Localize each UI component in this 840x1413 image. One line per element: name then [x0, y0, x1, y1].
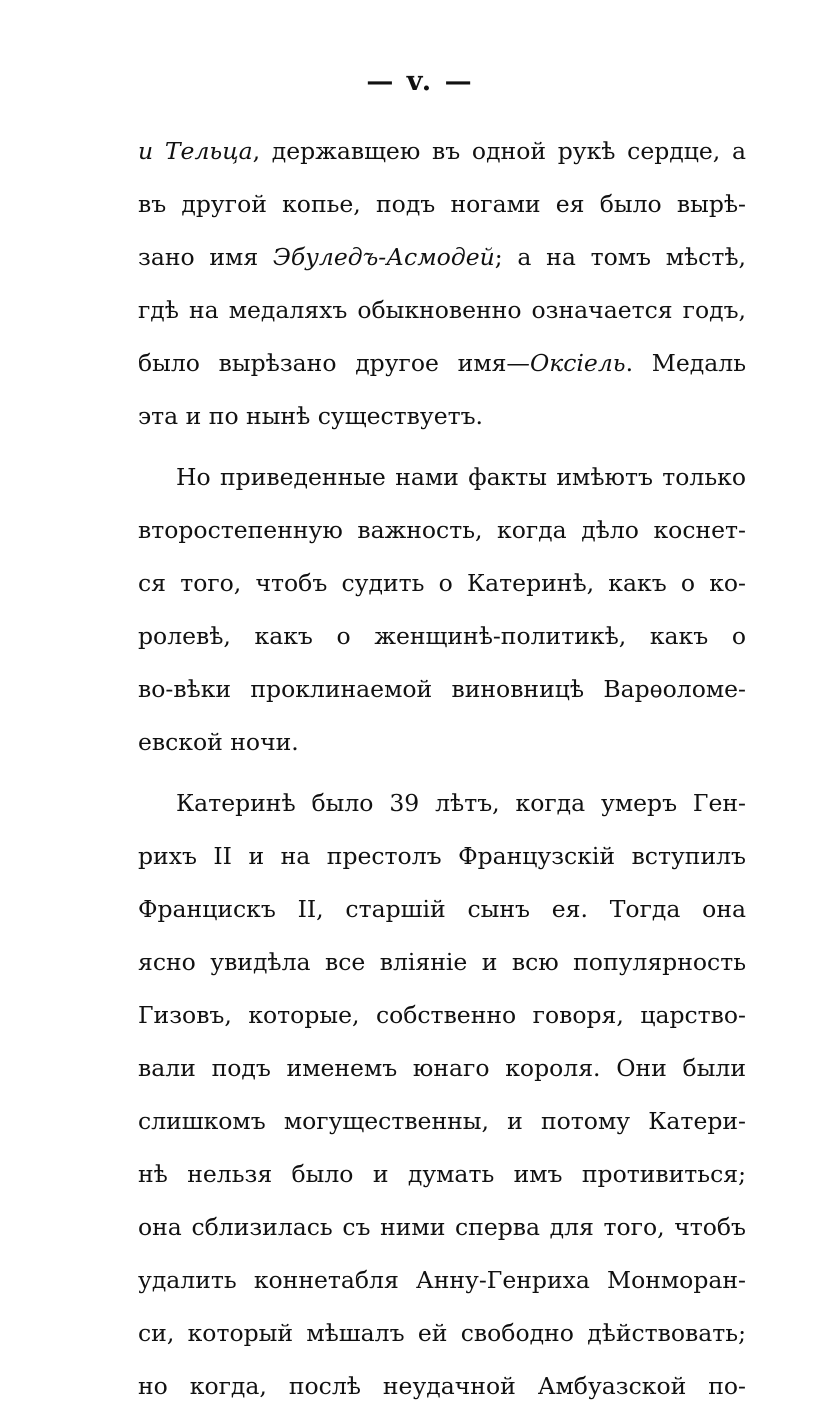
italic-name: и Тельца	[138, 137, 253, 165]
text-run: ся того, чтобъ судить о Катеринѣ, какъ о ко-	[138, 569, 746, 597]
text-run: зано имя	[138, 243, 273, 271]
text-run: во-вѣки проклинаемой виновницѣ Варѳоломе-	[138, 675, 746, 703]
text-run: Катеринѣ было 39 лѣтъ, когда умеръ Ген-	[176, 789, 746, 817]
text-line	[138, 390, 746, 443]
text-line	[138, 610, 746, 663]
text-run: но когда, послѣ неудачной Амбуазской по-	[138, 1372, 746, 1400]
text-line	[138, 936, 746, 989]
text-line	[138, 989, 746, 1042]
italic-name: Эбуледъ-Асмодей	[272, 243, 495, 271]
text-line	[138, 451, 746, 504]
text-run: . Медаль	[625, 349, 746, 377]
body-text	[138, 125, 746, 1413]
paragraph-gap	[138, 443, 746, 451]
text-run: евской ночи.	[138, 728, 299, 756]
text-run: второстепенную важность, когда дѣло коснет-	[138, 516, 746, 544]
text-run: удалить коннетабля Анну-Генриха Монморан-	[138, 1266, 746, 1294]
text-run: гдѣ на медаляхъ обыкновенно означается годъ,	[138, 296, 746, 324]
text-run: Но приведенные нами факты имѣютъ только	[176, 463, 746, 491]
text-line	[138, 777, 746, 830]
text-line	[138, 1360, 746, 1413]
text-line	[138, 125, 746, 178]
text-run: рихъ II и на престолъ Французскій вступилъ	[138, 842, 746, 870]
italic-name: Оксіель	[529, 349, 626, 377]
text-run: нѣ нельзя было и думать имъ противиться;	[138, 1160, 746, 1188]
page-number-header: — v. —	[366, 66, 474, 97]
text-run: вали подъ именемъ юнаго короля. Они были	[138, 1054, 746, 1082]
text-run: си, который мѣшалъ ей свободно дѣйствовать;	[138, 1319, 746, 1347]
text-line	[138, 663, 746, 716]
text-run: было вырѣзано другое имя—	[138, 349, 530, 377]
text-run: Францискъ II, старшій сынъ ея. Тогда она	[138, 895, 746, 923]
text-run: въ другой копье, подъ ногами ея было вырѣ-	[138, 190, 746, 218]
text-line	[138, 557, 746, 610]
text-line	[138, 883, 746, 936]
text-line	[138, 830, 746, 883]
text-line	[138, 231, 746, 284]
text-line	[138, 337, 746, 390]
text-line	[138, 716, 746, 769]
paragraph-gap	[138, 769, 746, 777]
text-run: ясно увидѣла все вліяніе и всю популярность	[138, 948, 746, 976]
text-line	[138, 1148, 746, 1201]
text-line	[138, 504, 746, 557]
text-run: слишкомъ могущественны, и потому Катери-	[138, 1107, 746, 1135]
text-run: эта и по нынѣ существуетъ.	[138, 402, 484, 430]
text-run: Гизовъ, которые, собственно говоря, царство-	[138, 1001, 746, 1029]
text-line	[138, 1307, 746, 1360]
text-run: она сблизилась съ ними сперва для того, чтобъ	[138, 1213, 746, 1241]
text-line	[138, 178, 746, 231]
text-run: , державщею въ одной рукѣ сердце, а	[252, 137, 746, 165]
text-run: ролевѣ, какъ о женщинѣ-политикѣ, какъ о	[138, 622, 746, 650]
text-line	[138, 1254, 746, 1307]
text-line	[138, 1042, 746, 1095]
text-line	[138, 1095, 746, 1148]
text-run: ; а на томъ мѣстѣ,	[494, 243, 746, 271]
text-line	[138, 1201, 746, 1254]
text-line	[138, 284, 746, 337]
